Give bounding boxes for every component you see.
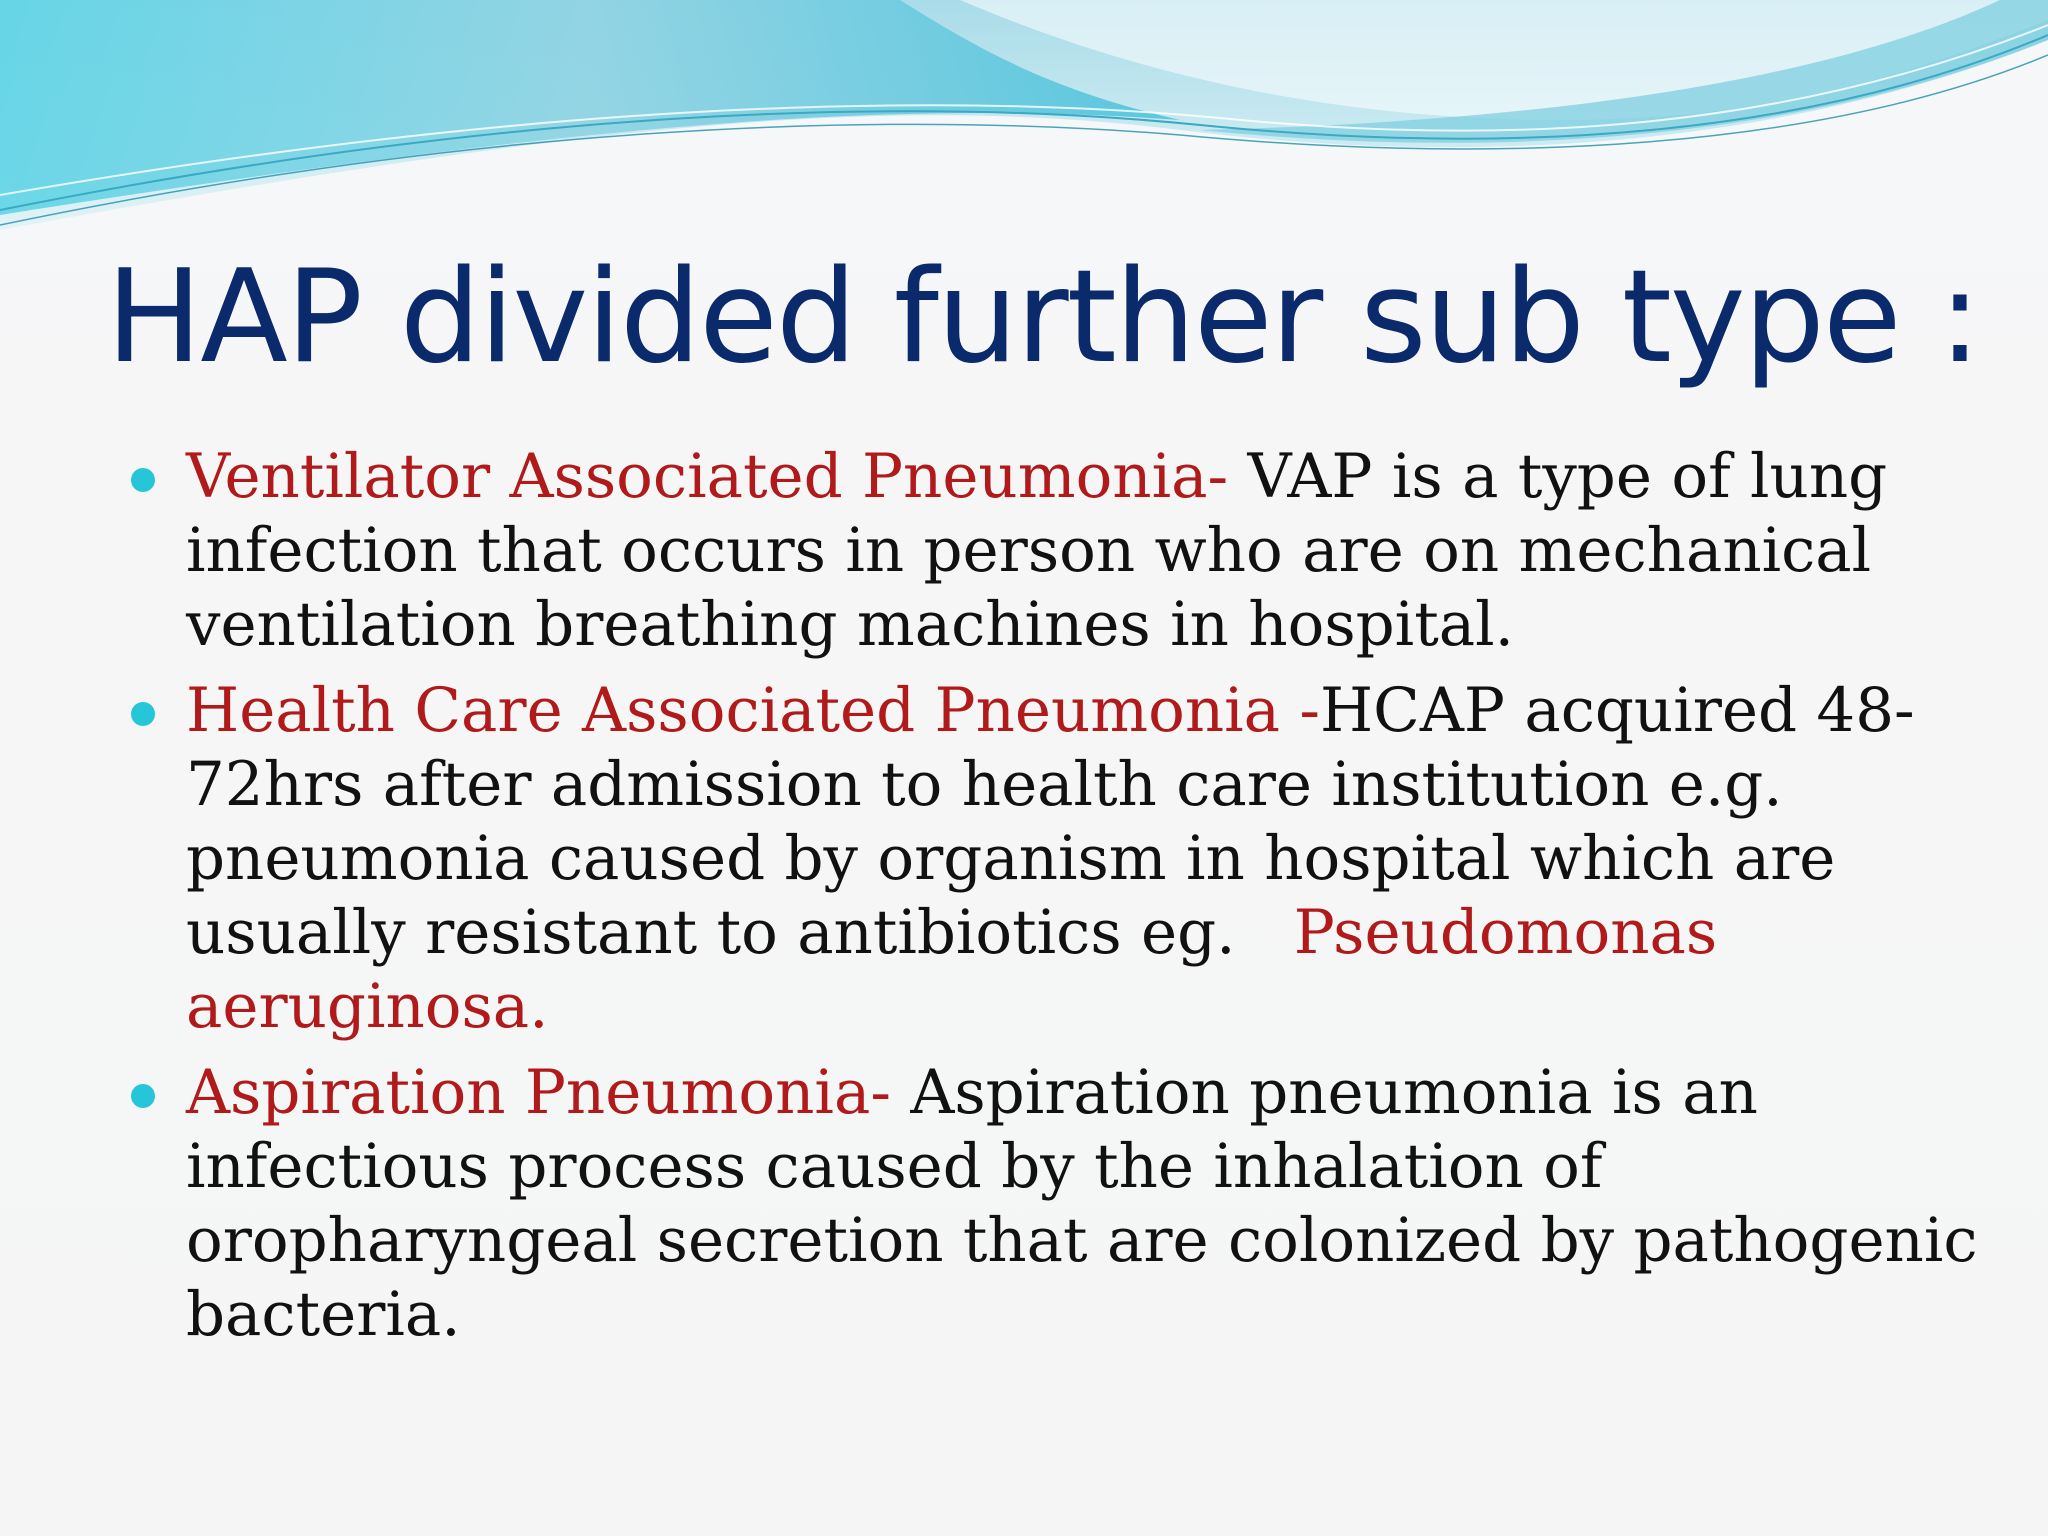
bullet-dot-icon xyxy=(131,468,155,492)
wave-header-graphic xyxy=(0,0,2048,260)
bullet-list xyxy=(126,440,1986,1364)
bullet-highlight: Pseudomonas aeruginosa. xyxy=(186,897,1718,1042)
slide-title: HAP divided further sub type : xyxy=(106,243,1980,392)
bullet-term: Aspiration Pneumonia- xyxy=(186,1057,891,1128)
bullet-text: VAP is a type of lung infection that occurs in person who are on mechanical ventilation breathing machines in hospital. xyxy=(186,441,1888,660)
bullet-term: Ventilator Associated Pneumonia- xyxy=(186,441,1229,512)
bullet-item-aspiration xyxy=(126,1056,1986,1352)
bullet-dot-icon xyxy=(131,702,155,726)
bullet-term: Health Care Associated Pneumonia - xyxy=(186,675,1320,746)
bullet-dot-icon xyxy=(131,1084,155,1108)
bullet-text: HCAP acquired 48-72hrs after admission to health care institution e.g. pneumonia caused by organism in hospital which are usually resistant to antibiotics eg. xyxy=(186,675,1915,968)
bullet-text: Aspiration pneumonia is an infectious process caused by the inhalation of oropharyngeal secretion that are colonized by pathogenic bacteria. xyxy=(186,1057,1978,1350)
bullet-item-vap xyxy=(126,440,1986,662)
bullet-item-hcap xyxy=(126,674,1986,1044)
